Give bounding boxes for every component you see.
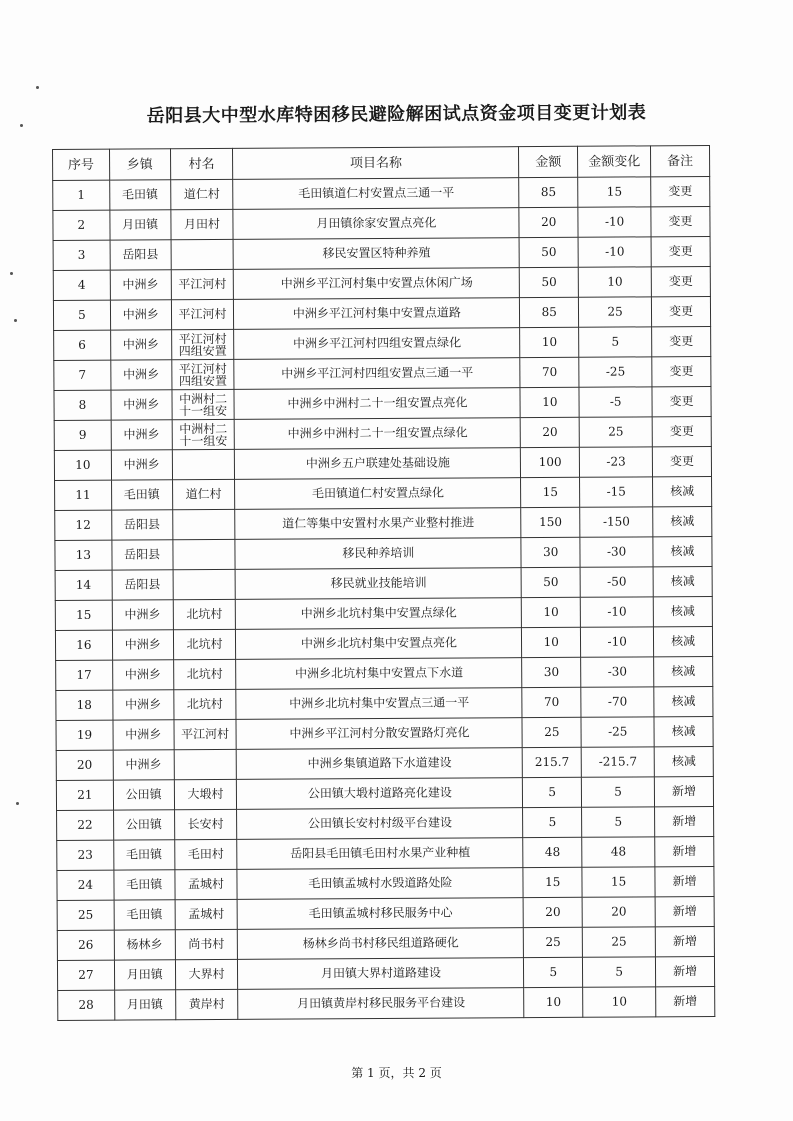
town-cell: 中洲乡 (112, 600, 173, 630)
note-cell: 变更 (652, 386, 711, 416)
amount-cell: 85 (519, 177, 578, 207)
row-number-cell: 5 (53, 300, 110, 330)
table-row (57, 896, 714, 930)
town-cell: 岳阳县 (111, 510, 172, 540)
project-name-cell: 中洲乡平江河村四组安置点三通一平 (234, 358, 520, 390)
town-cell: 毛田镇 (114, 870, 175, 900)
project-name-cell: 毛田镇道仁村安置点绿化 (235, 478, 521, 510)
note-cell: 核减 (654, 716, 713, 746)
amount-change-cell: 15 (578, 177, 651, 207)
table-row (53, 206, 710, 240)
amount-cell: 15 (523, 867, 582, 897)
table-body (53, 176, 715, 1020)
amount-change-cell: 15 (582, 867, 655, 897)
town-cell: 岳阳县 (110, 240, 171, 270)
table-row (56, 746, 713, 780)
village-cell: 中洲村二十一组安 (172, 419, 235, 449)
amount-cell: 20 (523, 897, 582, 927)
village-cell: 长安村 (174, 809, 237, 839)
town-cell: 中洲乡 (110, 300, 171, 330)
project-name-cell: 中洲乡集镇道路下水道建设 (237, 748, 523, 780)
scan-speck (16, 802, 19, 805)
project-name-cell: 道仁等集中安置村水果产业整村推进 (235, 508, 521, 540)
note-cell: 新增 (656, 956, 715, 986)
row-number-cell: 19 (56, 720, 113, 750)
town-cell: 毛田镇 (111, 480, 172, 510)
note-cell: 核减 (653, 596, 712, 626)
project-name-cell: 中洲乡平江河村四组安置点绿化 (234, 328, 520, 360)
amount-change-cell: 5 (583, 957, 656, 987)
scan-speck (36, 86, 39, 89)
amount-change-cell: -30 (581, 657, 654, 687)
amount-change-cell: 10 (583, 987, 656, 1017)
note-cell: 核减 (654, 686, 713, 716)
amount-change-cell: -215.7 (581, 747, 654, 777)
table-row (53, 236, 710, 270)
row-number-cell: 6 (54, 330, 111, 360)
table-row (57, 866, 714, 900)
row-number-cell: 9 (54, 420, 111, 450)
note-cell: 新增 (655, 926, 714, 956)
amount-cell: 30 (522, 657, 581, 687)
amount-cell: 25 (522, 717, 581, 747)
village-cell: 北坑村 (173, 599, 236, 629)
amount-cell: 30 (521, 537, 580, 567)
village-cell: 中洲村二十一组安 (172, 389, 235, 419)
row-number-cell: 20 (56, 750, 113, 780)
project-name-cell: 中洲乡平江河村分散安置路灯亮化 (236, 718, 522, 750)
page-title: 岳阳县大中型水库特困移民避险解困试点资金项目变更计划表 (146, 102, 647, 127)
amount-cell: 70 (520, 357, 579, 387)
project-name-cell: 移民就业技能培训 (236, 568, 522, 600)
note-cell: 核减 (653, 476, 712, 506)
amount-change-cell: -10 (578, 207, 651, 237)
amount-change-cell: 5 (582, 807, 655, 837)
table-row (55, 626, 712, 660)
scan-speck (10, 272, 13, 275)
amount-change-cell: -10 (580, 597, 653, 627)
note-cell: 变更 (651, 176, 710, 206)
amount-cell: 15 (521, 477, 580, 507)
row-number-cell: 2 (53, 210, 110, 240)
project-change-table (52, 145, 715, 1021)
project-name-cell: 毛田镇道仁村安置点三通一平 (233, 178, 519, 210)
table-row (55, 566, 712, 600)
amount-cell: 5 (524, 957, 583, 987)
note-cell: 变更 (652, 416, 711, 446)
town-cell: 中洲乡 (113, 720, 174, 750)
town-cell: 中洲乡 (112, 630, 173, 660)
project-name-cell: 移民种养培训 (235, 538, 521, 570)
row-number-cell: 24 (57, 870, 114, 900)
village-cell: 月田村 (170, 209, 233, 239)
table-row (56, 776, 713, 810)
amount-cell: 10 (522, 627, 581, 657)
amount-change-cell: -25 (579, 357, 652, 387)
row-number-cell: 16 (55, 630, 112, 660)
village-cell: 大塅村 (174, 779, 237, 809)
village-cell: 平江河村四组安置 (171, 359, 234, 389)
village-cell (172, 509, 235, 539)
amount-cell: 20 (519, 207, 578, 237)
row-number-cell: 13 (55, 540, 112, 570)
project-name-cell: 公田镇大塅村道路亮化建设 (237, 778, 523, 810)
note-cell: 核减 (653, 536, 712, 566)
project-name-cell: 公田镇长安村村级平台建设 (237, 808, 523, 840)
note-cell: 新增 (655, 896, 714, 926)
table-row (56, 656, 713, 690)
town-cell: 中洲乡 (111, 390, 172, 420)
town-cell: 中洲乡 (111, 360, 172, 390)
note-cell: 变更 (651, 266, 710, 296)
project-name-cell: 中洲乡北坑村集中安置点下水道 (236, 658, 522, 690)
row-number-cell: 1 (53, 180, 110, 210)
row-number-cell: 15 (55, 600, 112, 630)
table-row (57, 956, 714, 990)
village-cell: 大界村 (175, 959, 238, 989)
amount-change-cell: 25 (579, 297, 652, 327)
town-cell: 公田镇 (113, 810, 174, 840)
note-cell: 新增 (655, 866, 714, 896)
town-cell: 公田镇 (113, 780, 174, 810)
amount-cell: 10 (522, 597, 581, 627)
note-cell: 核减 (653, 506, 712, 536)
project-name-cell: 杨林乡尚书村移民组道路硬化 (238, 928, 524, 960)
amount-change-cell: -5 (579, 387, 652, 417)
village-cell (174, 749, 237, 779)
project-name-cell: 中洲乡五户联建处基础设施 (235, 448, 521, 480)
amount-change-cell: 5 (579, 327, 652, 357)
amount-change-cell: 10 (578, 267, 651, 297)
amount-change-cell: -23 (579, 447, 652, 477)
amount-cell: 50 (519, 237, 578, 267)
table-row (53, 176, 710, 210)
amount-cell: 5 (523, 807, 582, 837)
village-cell: 北坑村 (173, 659, 236, 689)
amount-cell: 50 (520, 267, 579, 297)
town-cell: 岳阳县 (112, 540, 173, 570)
row-number-cell: 27 (57, 960, 114, 990)
village-cell: 北坑村 (173, 629, 236, 659)
note-cell: 核减 (654, 626, 713, 656)
table-row (54, 386, 711, 420)
village-cell (172, 449, 235, 479)
village-cell: 孟城村 (174, 869, 237, 899)
village-cell (173, 569, 236, 599)
row-number-cell: 3 (53, 240, 110, 270)
row-number-cell: 14 (55, 570, 112, 600)
row-number-cell: 8 (54, 390, 111, 420)
village-cell: 道仁村 (170, 179, 233, 209)
row-number-cell: 28 (58, 990, 115, 1020)
amount-change-cell: -10 (578, 237, 651, 267)
note-cell: 核减 (654, 746, 713, 776)
table-row (56, 686, 713, 720)
note-cell: 新增 (655, 776, 714, 806)
table-row (55, 596, 712, 630)
amount-change-cell: 25 (582, 927, 655, 957)
amount-change-cell: -25 (581, 717, 654, 747)
column-header: 项目名称 (233, 147, 519, 180)
column-header: 序号 (53, 149, 110, 180)
table-row (57, 836, 714, 870)
table-row (58, 986, 715, 1020)
village-cell: 毛田村 (174, 839, 237, 869)
row-number-cell: 21 (56, 780, 113, 810)
column-header: 乡镇 (109, 149, 170, 180)
row-number-cell: 10 (54, 450, 111, 480)
note-cell: 变更 (652, 326, 711, 356)
project-name-cell: 月田镇大界村道路建设 (238, 958, 524, 990)
row-number-cell: 4 (53, 270, 110, 300)
town-cell: 毛田镇 (113, 840, 174, 870)
project-name-cell: 毛田镇孟城村移民服务中心 (238, 898, 524, 930)
amount-change-cell: -15 (580, 477, 653, 507)
note-cell: 变更 (651, 206, 710, 236)
village-cell: 平江河村四组安置 (171, 329, 234, 359)
column-header: 金额变化 (578, 146, 651, 177)
town-cell: 中洲乡 (110, 270, 171, 300)
project-name-cell: 中洲乡平江河村集中安置点道路 (234, 298, 520, 330)
amount-change-cell: -70 (581, 687, 654, 717)
village-cell: 平江河村 (171, 299, 234, 329)
amount-cell: 10 (520, 327, 579, 357)
amount-change-cell: 20 (582, 897, 655, 927)
village-cell: 平江河村 (171, 269, 234, 299)
page-footer: 第 1 页，共 2 页 (351, 1066, 442, 1080)
column-header: 村名 (170, 148, 233, 179)
town-cell: 月田镇 (114, 990, 175, 1020)
row-number-cell: 26 (57, 930, 114, 960)
village-cell (171, 239, 234, 269)
amount-change-cell: -30 (580, 537, 653, 567)
village-cell: 尚书村 (175, 929, 238, 959)
amount-change-cell: -10 (581, 627, 654, 657)
note-cell: 核减 (653, 566, 712, 596)
project-name-cell: 中洲乡北坑村集中安置点绿化 (236, 598, 522, 630)
village-cell: 黄岸村 (175, 989, 238, 1019)
town-cell: 月田镇 (114, 960, 175, 990)
table-row (54, 326, 711, 360)
amount-change-cell: 25 (579, 417, 652, 447)
amount-cell: 5 (523, 777, 582, 807)
table-row (57, 806, 714, 840)
village-cell: 孟城村 (175, 899, 238, 929)
table-row (56, 716, 713, 750)
project-name-cell: 移民安置区特种养殖 (234, 238, 520, 270)
village-cell: 道仁村 (172, 479, 235, 509)
amount-cell: 20 (521, 417, 580, 447)
project-name-cell: 中洲乡中洲村二十一组安置点亮化 (234, 388, 520, 420)
note-cell: 核减 (654, 656, 713, 686)
row-number-cell: 22 (57, 810, 114, 840)
row-number-cell: 17 (56, 660, 113, 690)
note-cell: 新增 (656, 986, 715, 1016)
town-cell: 岳阳县 (112, 570, 173, 600)
town-cell: 中洲乡 (113, 750, 174, 780)
project-name-cell: 中洲乡平江河村集中安置点休闲广场 (234, 268, 520, 300)
table-header-row (53, 145, 710, 180)
project-name-cell: 中洲乡北坑村集中安置点三通一平 (236, 688, 522, 720)
amount-change-cell: 48 (582, 837, 655, 867)
town-cell: 毛田镇 (109, 180, 170, 210)
row-number-cell: 7 (54, 360, 111, 390)
table-row (55, 476, 712, 510)
note-cell: 变更 (652, 356, 711, 386)
table-row (54, 446, 711, 480)
amount-cell: 10 (524, 987, 583, 1017)
amount-cell: 85 (520, 297, 579, 327)
town-cell: 毛田镇 (114, 900, 175, 930)
row-number-cell: 25 (57, 900, 114, 930)
amount-cell: 215.7 (523, 747, 582, 777)
table-row (53, 296, 710, 330)
amount-cell: 70 (522, 687, 581, 717)
row-number-cell: 11 (55, 480, 112, 510)
table-row (57, 926, 714, 960)
table-row (55, 506, 712, 540)
town-cell: 杨林乡 (114, 930, 175, 960)
amount-cell: 100 (521, 447, 580, 477)
table-row (55, 536, 712, 570)
amount-cell: 150 (521, 507, 580, 537)
town-cell: 月田镇 (110, 210, 171, 240)
row-number-cell: 18 (56, 690, 113, 720)
note-cell: 变更 (652, 296, 711, 326)
amount-cell: 48 (523, 837, 582, 867)
amount-cell: 10 (520, 387, 579, 417)
town-cell: 中洲乡 (110, 330, 171, 360)
project-name-cell: 月田镇黄岸村移民服务平台建设 (238, 988, 524, 1020)
project-name-cell: 月田镇徐家安置点亮化 (233, 208, 519, 240)
village-cell (172, 539, 235, 569)
scan-speck (14, 319, 17, 322)
town-cell: 中洲乡 (112, 660, 173, 690)
table-row (54, 416, 711, 450)
note-cell: 新增 (655, 806, 714, 836)
row-number-cell: 23 (57, 840, 114, 870)
village-cell: 平江河村 (174, 719, 237, 749)
project-name-cell: 毛田镇孟城村水毁道路处险 (237, 868, 523, 900)
amount-change-cell: -50 (580, 567, 653, 597)
table-row (54, 356, 711, 390)
column-header: 备注 (651, 145, 710, 176)
amount-cell: 50 (521, 567, 580, 597)
amount-cell: 25 (524, 927, 583, 957)
town-cell: 中洲乡 (111, 450, 172, 480)
project-name-cell: 岳阳县毛田镇毛田村水果产业种植 (237, 838, 523, 870)
project-name-cell: 中洲乡北坑村集中安置点亮化 (236, 628, 522, 660)
amount-change-cell: -150 (580, 507, 653, 537)
town-cell: 中洲乡 (113, 690, 174, 720)
note-cell: 变更 (652, 446, 711, 476)
town-cell: 中洲乡 (111, 420, 172, 450)
project-name-cell: 中洲乡中洲村二十一组安置点绿化 (235, 418, 521, 450)
note-cell: 新增 (655, 836, 714, 866)
column-header: 金额 (519, 146, 578, 177)
row-number-cell: 12 (55, 510, 112, 540)
amount-change-cell: 5 (582, 777, 655, 807)
table-row (53, 266, 710, 300)
note-cell: 变更 (651, 236, 710, 266)
village-cell: 北坑村 (173, 689, 236, 719)
